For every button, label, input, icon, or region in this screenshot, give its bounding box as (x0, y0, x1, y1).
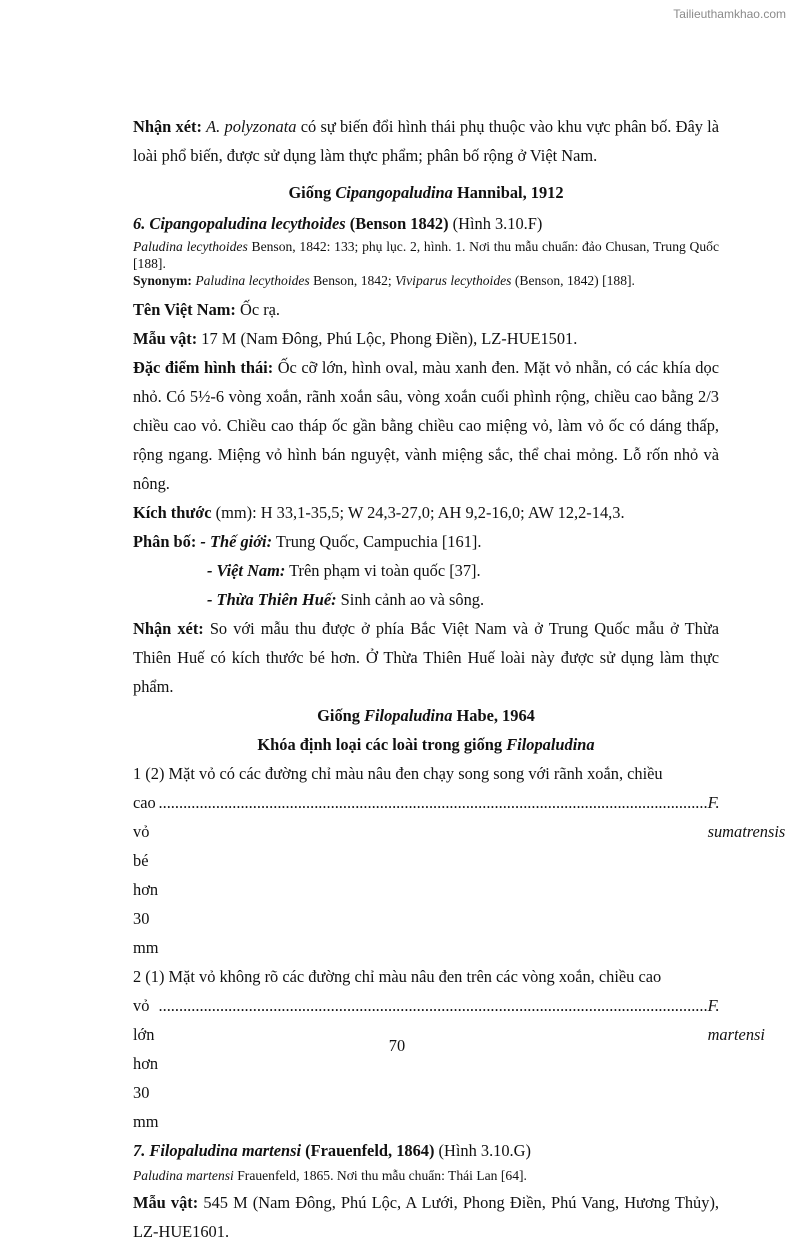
note-paragraph-6: Nhận xét: So với mẫu thu được ở phía Bắc Việt Nam và ở Trung Quốc mẫu ở Thừa Thiên Huế có kích thước bé hơn. Ở Thừa Thiên Huế loài này được sử dụng làm thực phẩm. (133, 619, 719, 696)
vietnamese-name: Tên Việt Nam: Ốc rạ. (133, 300, 281, 319)
distribution-vietnam: - Việt Nam: Trên phạm vi toàn quốc [37]. (207, 561, 481, 580)
page-number: 70 (388, 1036, 406, 1055)
key-item-2: 2 (1) Mặt vỏ không rõ các đường chỉ màu nâu đen trên các vòng xoắn, chiều cao (133, 967, 662, 986)
key-item-1-result-line: cao vỏ bé hơn 30 mm ...................................................................................................................................... F. sumatrensis (133, 793, 786, 957)
genus-heading-filopaludina: Giống Filopaludina Habe, 1964 (317, 706, 535, 725)
specimen-line-6: Mẫu vật: 17 M (Nam Đông, Phú Lộc, Phong Điền), LZ-HUE1501. (133, 329, 578, 348)
size-line: Kích thước (mm): H 33,1-35,5; W 24,3-27,0; AH 9,2-16,0; AW 12,2-14,3. (133, 503, 625, 522)
species-6-reference: Paludina lecythoides Benson, 1842: 133; phụ lục. 2, hình. 1. Nơi thu mẫu chuẩn: đảo Chusan, Trung Quốc [188]. (133, 239, 719, 271)
species-heading-6: 6. Cipangopaludina lecythoides (Benson 1842) (Hình 3.10.F) (133, 214, 543, 233)
distribution-thua-thien-hue: - Thừa Thiên Huế: Sinh cảnh ao và sông. (207, 590, 485, 609)
species-6-synonym: Synonym: Paludina lecythoides Benson, 1842; Viviparus lecythoides (Benson, 1842) [188]. (133, 273, 635, 288)
morphology-paragraph: Đặc điểm hình thái: Ốc cỡ lớn, hình oval, màu xanh đen. Mặt vỏ nhẵn, có các khía dọc nhỏ. Có 5½-6 vòng xoắn, rãnh xoắn sâu, vòng xoắn cuối phình rộng, chiều cao bằng 2/3 chiều cao vỏ. Chiều cao tháp ốc gần bằng chiều cao miệng vỏ, làm vỏ ốc có dáng thấp, rộng ngang. Miệng vỏ hình bán nguyệt, vành miệng sắc, thể chai mỏng. Lỗ rốn nhỏ và nông. (133, 358, 719, 493)
key-item-2-result-line: vỏ lớn hơn 30 mm ...................................................................................................................................... F. martensi (133, 996, 765, 1131)
key-title: Khóa định loại các loài trong giống Filopaludina (257, 735, 595, 754)
genus-heading-cipangopaludina: Giống Cipangopaludina Hannibal, 1912 (288, 183, 564, 202)
watermark: Tailieuthamkhao.com (673, 7, 786, 21)
remark-paragraph: Nhận xét: A. polyzonata có sự biến đổi hình thái phụ thuộc vào khu vực phân bố. Đây là loài phổ biến, được sử dụng làm thực phẩm; phân bố rộng ở Việt Nam. (133, 117, 720, 165)
species-7-reference: Paludina martensi Frauenfeld, 1865. Nơi thu mẫu chuẩn: Thái Lan [64]. (133, 1168, 527, 1183)
key-item-1: 1 (2) Mặt vỏ có các đường chỉ màu nâu đen chạy song song với rãnh xoắn, chiều (133, 764, 663, 783)
document-page (133, 112, 786, 1246)
specimen-line-7: Mẫu vật: 545 M (Nam Đông, Phú Lộc, A Lưới, Phong Điền, Phú Vang, Hương Thủy), LZ-HUE1601. (133, 1193, 719, 1241)
species-heading-7: 7. Filopaludina martensi (Frauenfeld, 1864) (Hình 3.10.G) (133, 1141, 531, 1160)
distribution-world: Phân bố: - Thế giới: Trung Quốc, Campuchia [161]. (133, 532, 482, 551)
